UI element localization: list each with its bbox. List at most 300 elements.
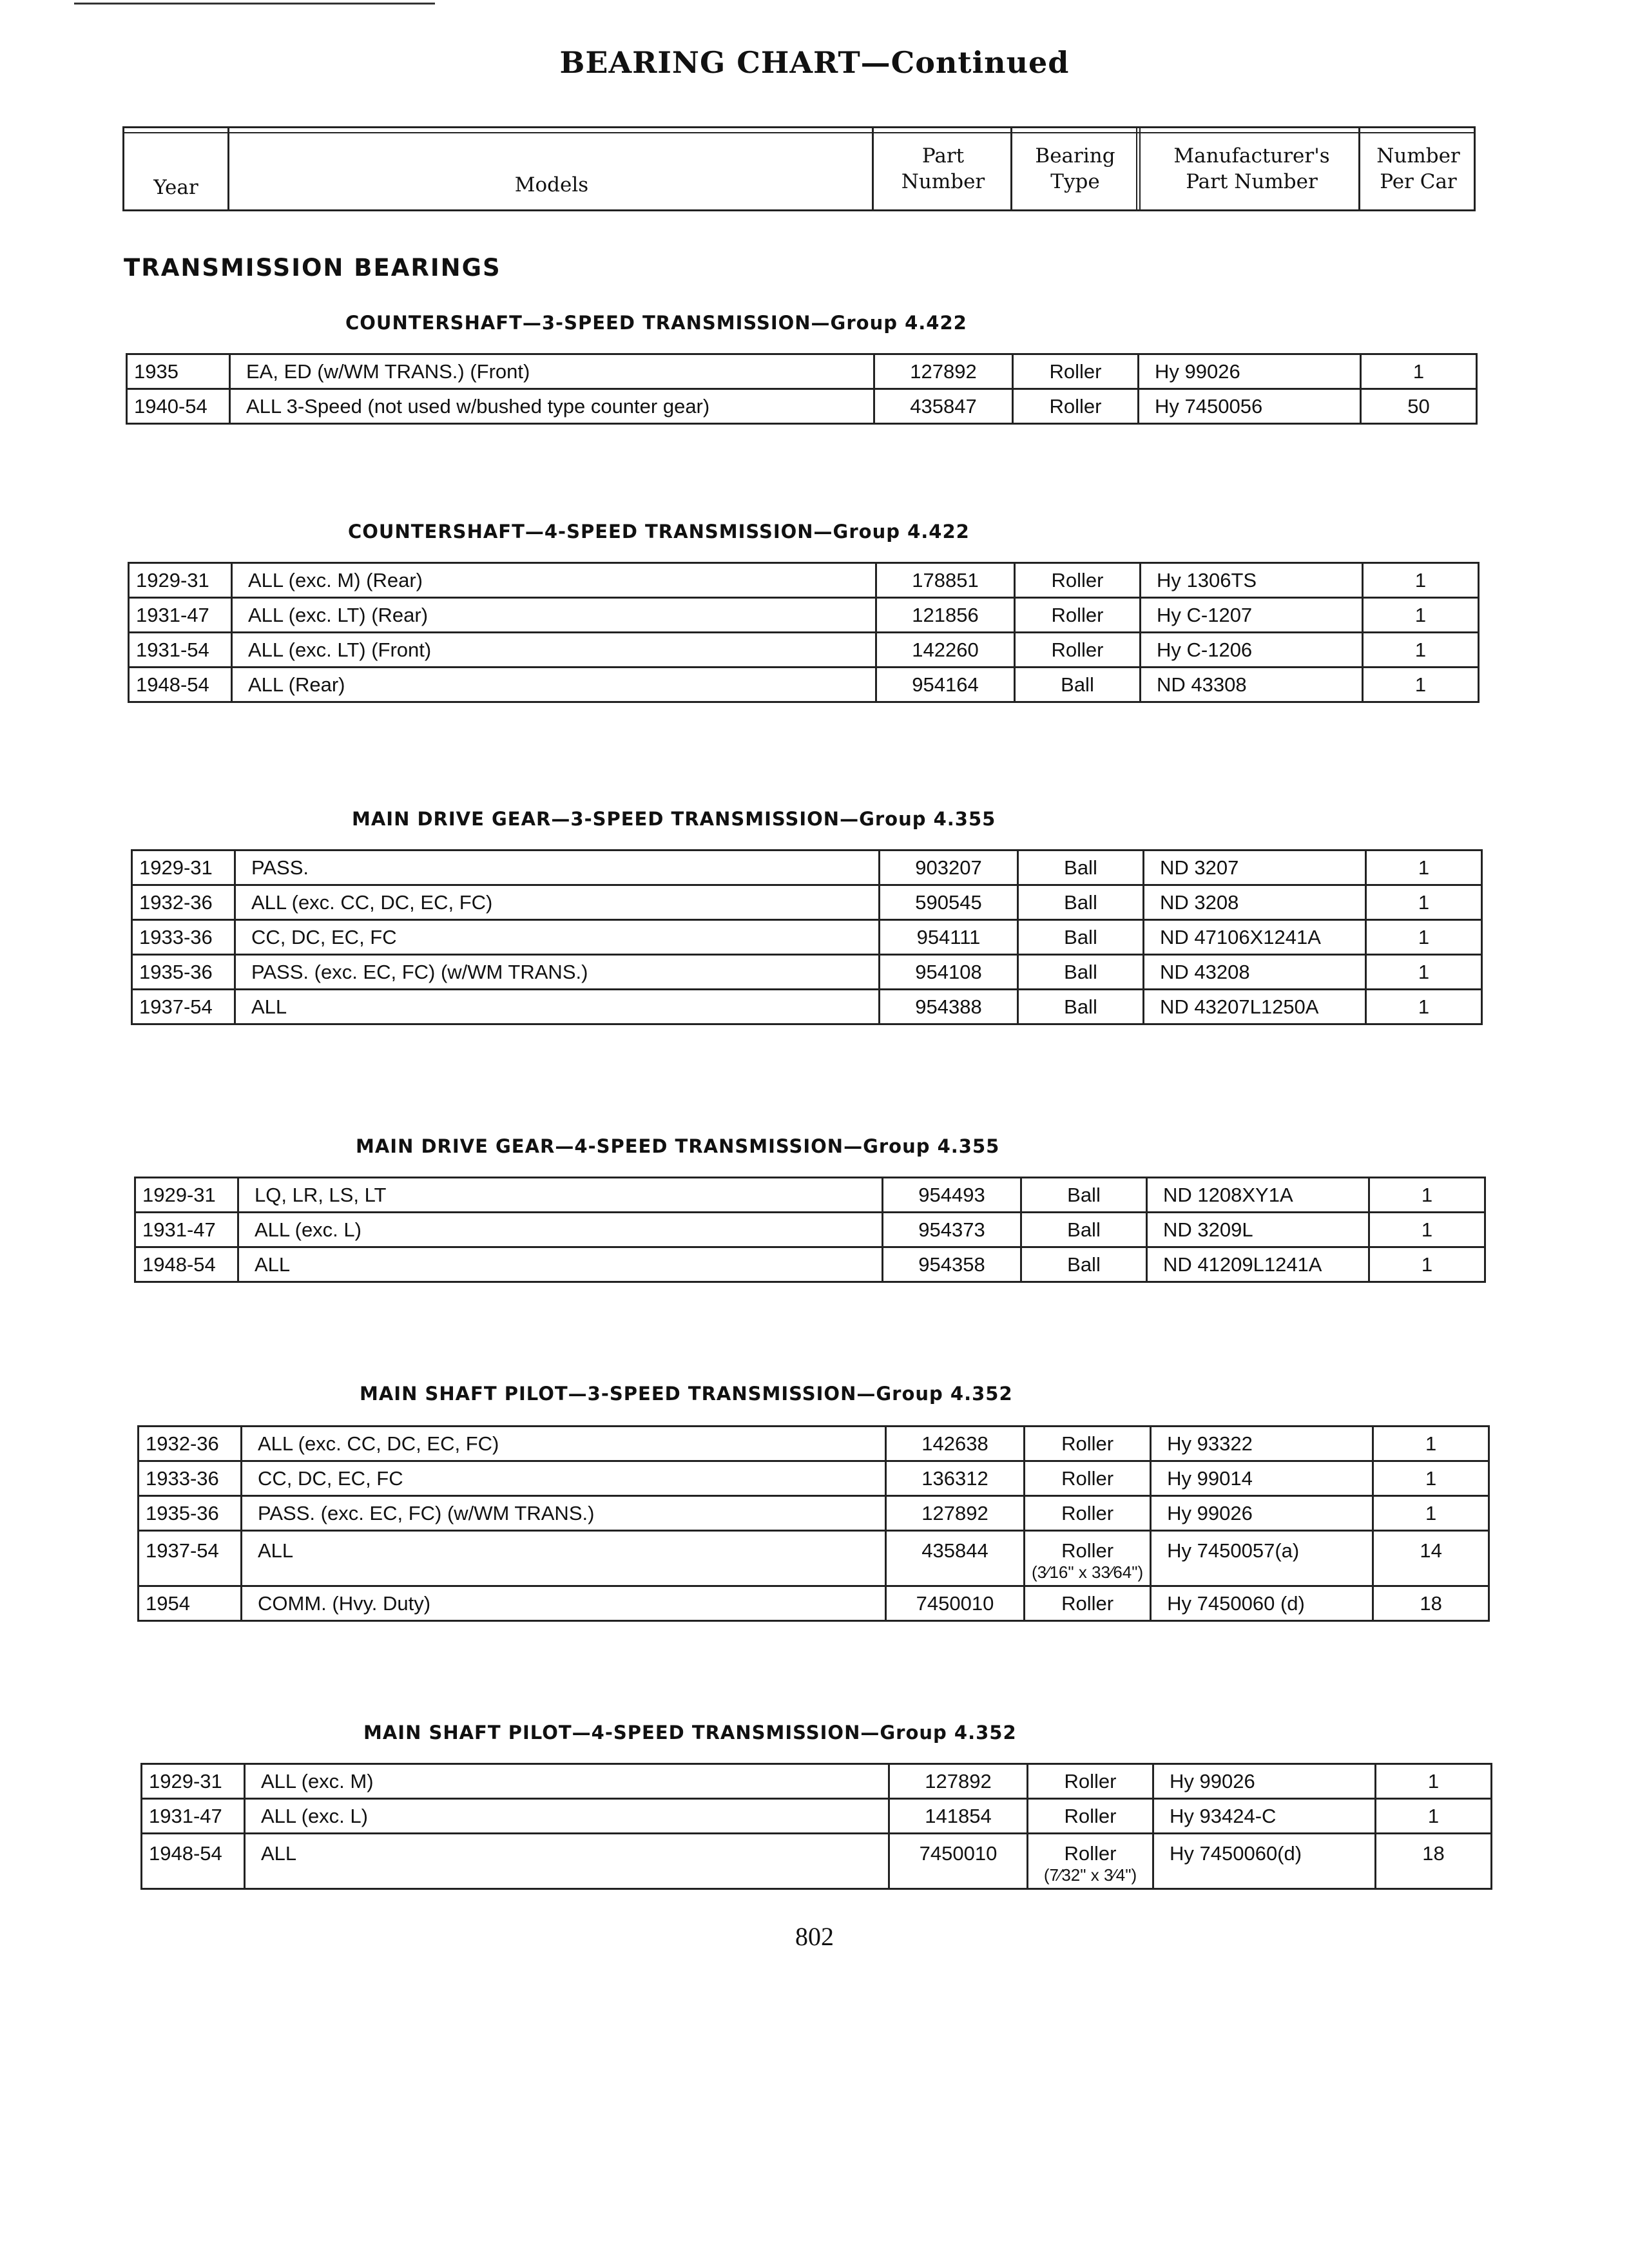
cell-year xyxy=(135,1247,238,1282)
cell-models-text: ALL xyxy=(251,995,287,1018)
cell-mfr-text: Hy 7450060 (d) xyxy=(1167,1591,1305,1615)
cell-mfr-text: ND 43208 xyxy=(1160,960,1250,983)
group-title: MAIN DRIVE GEAR—4-SPEED TRANSMISSION—Group 4.355 xyxy=(356,1135,1000,1157)
cell-models xyxy=(242,1531,886,1586)
cell-num xyxy=(1366,885,1482,920)
cell-part-text: 954388 xyxy=(915,995,982,1018)
table-row xyxy=(142,1834,1492,1889)
cell-year-text: 1935-36 xyxy=(146,1501,219,1524)
bearing-table xyxy=(140,1763,1492,1890)
table-row xyxy=(132,885,1482,920)
cell-year-text: 1940-54 xyxy=(134,394,207,418)
header-type-line2: Type xyxy=(1050,170,1100,193)
cell-num xyxy=(1366,955,1482,990)
cell-num-text: 1 xyxy=(1414,568,1427,591)
cell-year-text: 1931-47 xyxy=(136,603,209,626)
cell-num-text: 1 xyxy=(1414,603,1427,626)
cell-mfr-text: Hy 7450057(a) xyxy=(1167,1539,1300,1562)
group-title: MAIN SHAFT PILOT—4-SPEED TRANSMISSION—Group 4.352 xyxy=(363,1722,1017,1744)
cell-type xyxy=(1021,1247,1147,1282)
cell-models xyxy=(235,990,880,1024)
cell-part xyxy=(876,633,1015,668)
table-row xyxy=(127,389,1477,424)
page-title: BEARING CHART—Continued xyxy=(559,45,1070,80)
table-row xyxy=(129,668,1479,702)
cell-num-text: 14 xyxy=(1420,1539,1442,1562)
cell-mfr-text: ND 3208 xyxy=(1160,890,1239,914)
cell-part xyxy=(886,1531,1025,1586)
cell-type-text: Roller xyxy=(1049,360,1102,383)
cell-type xyxy=(1025,1586,1151,1621)
cell-mfr xyxy=(1144,955,1366,990)
cell-num-text: 1 xyxy=(1414,673,1427,696)
header-manufacturer xyxy=(1136,128,1363,209)
cell-num-text: 1 xyxy=(1427,1769,1440,1792)
cell-models xyxy=(238,1178,883,1213)
cell-mfr xyxy=(1144,990,1366,1024)
cell-part-text: 590545 xyxy=(915,890,982,914)
cell-part xyxy=(889,1799,1028,1834)
header-type-line1: Bearing xyxy=(1035,144,1115,168)
cell-models xyxy=(235,885,880,920)
cell-type xyxy=(1025,1427,1151,1461)
table-row xyxy=(135,1247,1485,1282)
cell-models xyxy=(230,354,874,389)
bearing-table xyxy=(137,1425,1490,1622)
cell-mfr xyxy=(1147,1178,1369,1213)
cell-models-text: CC, DC, EC, FC xyxy=(251,925,397,948)
cell-models xyxy=(242,1586,886,1621)
cell-part-text: 127892 xyxy=(921,1501,988,1524)
cell-mfr xyxy=(1151,1496,1373,1531)
cell-type-text: Ball xyxy=(1067,1218,1101,1241)
cell-num-text: 1 xyxy=(1421,1183,1433,1206)
cell-type xyxy=(1013,389,1139,424)
cell-year-text: 1948-54 xyxy=(142,1253,216,1276)
cell-type-text: Roller xyxy=(1064,1769,1117,1792)
table-row xyxy=(139,1531,1489,1586)
header-number-per-car xyxy=(1358,128,1476,209)
table-row xyxy=(139,1427,1489,1461)
cell-part xyxy=(876,668,1015,702)
cell-type-text: Ball xyxy=(1064,890,1097,914)
cell-mfr-text: ND 3209L xyxy=(1163,1218,1253,1241)
header-part-line2: Number xyxy=(901,170,985,193)
table-row xyxy=(139,1496,1489,1531)
cell-num-text: 1 xyxy=(1418,995,1430,1018)
cell-models-text: COMM. (Hvy. Duty) xyxy=(258,1591,431,1615)
cell-year xyxy=(127,354,230,389)
cell-models-text: EA, ED (w/WM TRANS.) (Front) xyxy=(246,360,530,383)
cell-part-text: 7450010 xyxy=(916,1591,994,1615)
cell-models xyxy=(235,920,880,955)
header-models xyxy=(227,128,874,209)
cell-part xyxy=(876,598,1015,633)
cell-num-text: 50 xyxy=(1407,394,1430,418)
cell-mfr-text: Hy 93424-C xyxy=(1170,1804,1277,1827)
cell-part xyxy=(880,990,1018,1024)
cell-models-text: ALL (Rear) xyxy=(248,673,345,696)
cell-models xyxy=(242,1496,886,1531)
cell-models-text: ALL (exc. L) xyxy=(255,1218,361,1241)
cell-year-text: 1929-31 xyxy=(139,856,213,879)
table-row xyxy=(127,354,1477,389)
cell-type-text: Ball xyxy=(1067,1183,1101,1206)
cell-models-text: CC, DC, EC, FC xyxy=(258,1466,403,1490)
table-row xyxy=(142,1764,1492,1799)
cell-part-text: 136312 xyxy=(921,1466,988,1490)
cell-type xyxy=(1018,920,1144,955)
cell-mfr-text: ND 3207 xyxy=(1160,856,1239,879)
cell-models-text: ALL xyxy=(258,1539,294,1562)
cell-part xyxy=(874,389,1013,424)
cell-models xyxy=(230,389,874,424)
cell-num-text: 1 xyxy=(1421,1218,1433,1241)
header-num-line1: Number xyxy=(1376,144,1460,168)
page-number: 802 xyxy=(795,1922,834,1951)
cell-part xyxy=(880,955,1018,990)
cell-mfr xyxy=(1151,1461,1373,1496)
cell-type-text: Ball xyxy=(1064,856,1097,879)
cell-type xyxy=(1015,668,1141,702)
cell-models xyxy=(232,598,876,633)
cell-num xyxy=(1369,1178,1485,1213)
cell-models xyxy=(245,1799,889,1834)
cell-part-text: 954108 xyxy=(915,960,982,983)
table-row xyxy=(139,1586,1489,1621)
header-num-line2: Per Car xyxy=(1380,170,1457,193)
header-year-label: Year xyxy=(153,176,198,199)
cell-mfr xyxy=(1147,1247,1369,1282)
cell-part xyxy=(886,1427,1025,1461)
cell-num-text: 1 xyxy=(1418,925,1430,948)
top-rule xyxy=(74,3,435,5)
cell-num-text: 18 xyxy=(1420,1591,1442,1615)
cell-year xyxy=(142,1764,245,1799)
cell-year-text: 1935-36 xyxy=(139,960,213,983)
cell-models-text: ALL xyxy=(261,1842,297,1865)
cell-type-text: Roller xyxy=(1051,568,1104,591)
cell-part xyxy=(880,885,1018,920)
cell-year-text: 1937-54 xyxy=(139,995,213,1018)
cell-num xyxy=(1363,668,1479,702)
cell-year xyxy=(132,850,235,885)
cell-year xyxy=(142,1799,245,1834)
cell-year xyxy=(129,598,232,633)
cell-mfr-text: Hy 99026 xyxy=(1167,1501,1253,1524)
header-year xyxy=(124,128,227,209)
cell-num xyxy=(1373,1531,1489,1586)
header-mfr-line1: Manufacturer's xyxy=(1173,144,1330,168)
cell-part-text: 954373 xyxy=(918,1218,985,1241)
cell-num xyxy=(1363,633,1479,668)
cell-year xyxy=(139,1496,242,1531)
cell-models-text: ALL (exc. L) xyxy=(261,1804,368,1827)
cell-models-text: ALL xyxy=(255,1253,291,1276)
cell-mfr-text: ND 1208XY1A xyxy=(1163,1183,1293,1206)
cell-models-text: ALL (exc. M) (Rear) xyxy=(248,568,423,591)
cell-mfr xyxy=(1144,920,1366,955)
bearing-table xyxy=(128,562,1480,703)
cell-type xyxy=(1025,1461,1151,1496)
cell-year xyxy=(139,1461,242,1496)
cell-mfr-text: Hy C-1206 xyxy=(1157,638,1253,661)
bearing-table xyxy=(134,1177,1486,1283)
cell-num-text: 18 xyxy=(1422,1842,1445,1865)
cell-type xyxy=(1021,1178,1147,1213)
cell-mfr xyxy=(1153,1764,1376,1799)
cell-year-text: 1948-54 xyxy=(136,673,209,696)
cell-num xyxy=(1369,1247,1485,1282)
cell-mfr-text: Hy 99026 xyxy=(1170,1769,1255,1792)
cell-type-text: Ball xyxy=(1067,1253,1101,1276)
cell-year-text: 1932-36 xyxy=(139,890,213,914)
cell-models-text: ALL (exc. CC, DC, EC, FC) xyxy=(251,890,493,914)
cell-type-text: Ball xyxy=(1064,995,1097,1018)
cell-models-text: LQ, LR, LS, LT xyxy=(255,1183,387,1206)
cell-type xyxy=(1018,990,1144,1024)
table-row xyxy=(135,1213,1485,1247)
cell-num xyxy=(1373,1496,1489,1531)
cell-year xyxy=(132,920,235,955)
cell-part-text: 127892 xyxy=(910,360,977,383)
cell-models xyxy=(238,1247,883,1282)
cell-models-text: ALL (exc. LT) (Rear) xyxy=(248,603,429,626)
cell-mfr xyxy=(1141,598,1363,633)
cell-part xyxy=(874,354,1013,389)
cell-mfr xyxy=(1151,1427,1373,1461)
group-title: COUNTERSHAFT—3-SPEED TRANSMISSION—Group 4.422 xyxy=(345,312,967,334)
cell-num xyxy=(1363,563,1479,598)
cell-num-text: 1 xyxy=(1418,890,1430,914)
cell-type-text: Roller xyxy=(1051,603,1104,626)
cell-models xyxy=(242,1427,886,1461)
cell-num-text: 1 xyxy=(1418,960,1430,983)
cell-num-text: 1 xyxy=(1425,1466,1437,1490)
cell-year-text: 1929-31 xyxy=(136,568,209,591)
cell-type-text: Roller xyxy=(1061,1501,1114,1524)
cell-mfr-text: ND 41209L1241A xyxy=(1163,1253,1322,1276)
cell-part-text: 127892 xyxy=(925,1769,992,1792)
cell-type xyxy=(1025,1496,1151,1531)
cell-type xyxy=(1028,1834,1153,1889)
cell-year-text: 1929-31 xyxy=(142,1183,216,1206)
cell-year-text: 1931-47 xyxy=(142,1218,216,1241)
cell-year-text: 1937-54 xyxy=(146,1539,219,1562)
cell-part xyxy=(886,1586,1025,1621)
cell-type-text: Ball xyxy=(1064,960,1097,983)
cell-mfr xyxy=(1144,885,1366,920)
cell-mfr xyxy=(1153,1799,1376,1834)
cell-num xyxy=(1361,354,1477,389)
cell-num xyxy=(1366,990,1482,1024)
cell-models xyxy=(232,563,876,598)
table-row xyxy=(129,598,1479,633)
cell-mfr-text: ND 43308 xyxy=(1157,673,1247,696)
cell-type xyxy=(1018,955,1144,990)
cell-mfr-text: Hy 7450056 xyxy=(1155,394,1263,418)
cell-models xyxy=(245,1764,889,1799)
bearing-size-note: (3⁄16" x 33⁄64") xyxy=(1032,1562,1144,1582)
group-title: MAIN DRIVE GEAR—3-SPEED TRANSMISSION—Group 4.355 xyxy=(352,808,996,830)
table-row xyxy=(139,1461,1489,1496)
cell-part xyxy=(883,1247,1021,1282)
cell-type-text: Roller xyxy=(1061,1466,1114,1490)
cell-models-text: ALL (exc. M) xyxy=(261,1769,374,1792)
cell-num xyxy=(1376,1799,1492,1834)
cell-part xyxy=(886,1461,1025,1496)
cell-mfr xyxy=(1139,354,1361,389)
cell-type-text: Roller xyxy=(1061,1591,1114,1615)
cell-year xyxy=(132,990,235,1024)
cell-mfr-text: ND 43207L1250A xyxy=(1160,995,1319,1018)
cell-year xyxy=(135,1213,238,1247)
cell-mfr-text: ND 47106X1241A xyxy=(1160,925,1321,948)
cell-year xyxy=(142,1834,245,1889)
cell-part-text: 142638 xyxy=(921,1432,988,1455)
cell-part-text: 178851 xyxy=(912,568,979,591)
cell-num-text: 1 xyxy=(1427,1804,1440,1827)
cell-num-text: 1 xyxy=(1425,1432,1437,1455)
cell-mfr xyxy=(1139,389,1361,424)
cell-part-text: 954493 xyxy=(918,1183,985,1206)
cell-part-text: 435847 xyxy=(910,394,977,418)
bearing-table xyxy=(126,353,1478,425)
cell-models-text: ALL (exc. CC, DC, EC, FC) xyxy=(258,1432,499,1455)
cell-year-text: 1948-54 xyxy=(149,1842,222,1865)
cell-part-text: 903207 xyxy=(915,856,982,879)
cell-year-text: 1929-31 xyxy=(149,1769,222,1792)
cell-year xyxy=(139,1586,242,1621)
cell-mfr-text: Hy 93322 xyxy=(1167,1432,1253,1455)
cell-num-text: 1 xyxy=(1414,638,1427,661)
cell-type-text: Roller xyxy=(1061,1539,1114,1562)
cell-year xyxy=(129,668,232,702)
cell-type xyxy=(1028,1799,1153,1834)
cell-num xyxy=(1373,1427,1489,1461)
header-models-label: Models xyxy=(514,173,589,197)
cell-mfr xyxy=(1141,563,1363,598)
cell-num-text: 1 xyxy=(1425,1501,1437,1524)
cell-year xyxy=(127,389,230,424)
cell-type xyxy=(1015,633,1141,668)
cell-num xyxy=(1376,1764,1492,1799)
header-part-line1: Part xyxy=(921,144,965,168)
section-title: TRANSMISSION BEARINGS xyxy=(124,254,501,282)
cell-type xyxy=(1021,1213,1147,1247)
bearing-table xyxy=(131,849,1483,1025)
cell-num-text: 1 xyxy=(1421,1253,1433,1276)
cell-part xyxy=(889,1834,1028,1889)
cell-type xyxy=(1018,885,1144,920)
table-row xyxy=(135,1178,1485,1213)
table-row xyxy=(132,990,1482,1024)
cell-models-text: ALL 3-Speed (not used w/bushed type counter gear) xyxy=(246,394,710,418)
table-row xyxy=(132,850,1482,885)
cell-mfr xyxy=(1151,1586,1373,1621)
cell-mfr xyxy=(1141,668,1363,702)
table-row xyxy=(132,955,1482,990)
table-row xyxy=(142,1799,1492,1834)
cell-mfr-text: Hy C-1207 xyxy=(1157,603,1253,626)
cell-mfr xyxy=(1153,1834,1376,1889)
cell-models-text: PASS. (exc. EC, FC) (w/WM TRANS.) xyxy=(258,1501,595,1524)
cell-part xyxy=(886,1496,1025,1531)
cell-num xyxy=(1366,920,1482,955)
cell-year xyxy=(132,885,235,920)
cell-part xyxy=(876,563,1015,598)
cell-mfr xyxy=(1147,1213,1369,1247)
header-part-number xyxy=(872,128,1012,209)
cell-num xyxy=(1366,850,1482,885)
cell-type-text: Ball xyxy=(1064,925,1097,948)
cell-mfr xyxy=(1144,850,1366,885)
cell-type-text: Roller xyxy=(1049,394,1102,418)
group-title: COUNTERSHAFT—4-SPEED TRANSMISSION—Group 4.422 xyxy=(348,521,970,543)
cell-year xyxy=(135,1178,238,1213)
cell-type-text: Roller xyxy=(1051,638,1104,661)
table-row xyxy=(132,920,1482,955)
cell-models xyxy=(235,850,880,885)
cell-part xyxy=(883,1213,1021,1247)
cell-part xyxy=(880,920,1018,955)
cell-part-text: 954164 xyxy=(912,673,979,696)
cell-type xyxy=(1013,354,1139,389)
cell-type-text: Ball xyxy=(1061,673,1094,696)
cell-mfr-text: Hy 1306TS xyxy=(1157,568,1257,591)
cell-models xyxy=(235,955,880,990)
cell-part xyxy=(880,850,1018,885)
cell-year xyxy=(132,955,235,990)
cell-year-text: 1933-36 xyxy=(139,925,213,948)
cell-year-text: 1935 xyxy=(134,360,178,383)
cell-part-text: 142260 xyxy=(912,638,979,661)
table-row xyxy=(129,633,1479,668)
cell-num xyxy=(1376,1834,1492,1889)
cell-models xyxy=(245,1834,889,1889)
cell-models-text: ALL (exc. LT) (Front) xyxy=(248,638,432,661)
cell-part-text: 121856 xyxy=(912,603,979,626)
column-header xyxy=(122,126,1476,211)
cell-year-text: 1931-54 xyxy=(136,638,209,661)
cell-models-text: PASS. xyxy=(251,856,309,879)
cell-num xyxy=(1369,1213,1485,1247)
cell-num xyxy=(1373,1461,1489,1496)
cell-models xyxy=(232,633,876,668)
cell-part xyxy=(883,1178,1021,1213)
cell-type xyxy=(1028,1764,1153,1799)
cell-part-text: 7450010 xyxy=(919,1842,998,1865)
cell-num xyxy=(1363,598,1479,633)
cell-type-text: Roller xyxy=(1064,1804,1117,1827)
cell-num xyxy=(1373,1586,1489,1621)
cell-mfr-text: Hy 99014 xyxy=(1167,1466,1253,1490)
cell-models xyxy=(238,1213,883,1247)
cell-mfr xyxy=(1151,1531,1373,1586)
table-row xyxy=(129,563,1479,598)
header-mfr-line2: Part Number xyxy=(1186,170,1318,193)
cell-type-text: Roller xyxy=(1064,1842,1117,1865)
cell-part-text: 435844 xyxy=(921,1539,988,1562)
cell-year-text: 1933-36 xyxy=(146,1466,219,1490)
cell-mfr-text: Hy 99026 xyxy=(1155,360,1240,383)
cell-type xyxy=(1015,563,1141,598)
cell-mfr xyxy=(1141,633,1363,668)
cell-models xyxy=(232,668,876,702)
cell-part-text: 954358 xyxy=(918,1253,985,1276)
cell-year xyxy=(139,1427,242,1461)
cell-type xyxy=(1015,598,1141,633)
